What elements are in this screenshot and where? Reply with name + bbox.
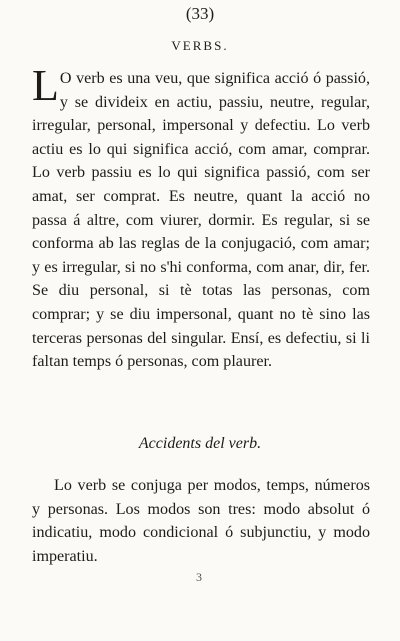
drop-cap: L <box>32 61 59 110</box>
page-number: (33) <box>185 4 215 23</box>
section-heading: VERBS. <box>171 38 229 53</box>
paragraph-verbs-text: O verb es una veu, que significa acció ó passió, y se divideix en actiu, passiu, neutre, regular, irregular, personal, impersonal y defectiu. Lo verb actiu es lo qui significa acció, com amar, comprar. Lo verb passiu es lo qui significa passió, com ser amat, ser comprat. Es neutre, quant la acció no passa á altre, com viurer, dormir. Es regular, si se conforma ab las reglas de la conjugació, com amar; y es irregular, si no s'hi conforma, com anar, dir, fer. Se diu personal, si tè totas las personas, com comprar; y se diu impersonal, quant no tè sino las terceras personas del singular. Ensí, es defectiu, si li faltan temps ó personas, com plaurer. <box>32 70 370 371</box>
subheading: Accidents del verb. <box>138 435 262 452</box>
paragraph-accidents: Lo verb se conjuga per modos, temps, números y personas. Los modos son tres: modo absolut ó indicatiu, modo condicional ó subjunctiu, y modo imperatiu. <box>32 477 370 565</box>
signature-mark: 3 <box>196 570 202 584</box>
paragraph-verbs <box>32 61 370 374</box>
